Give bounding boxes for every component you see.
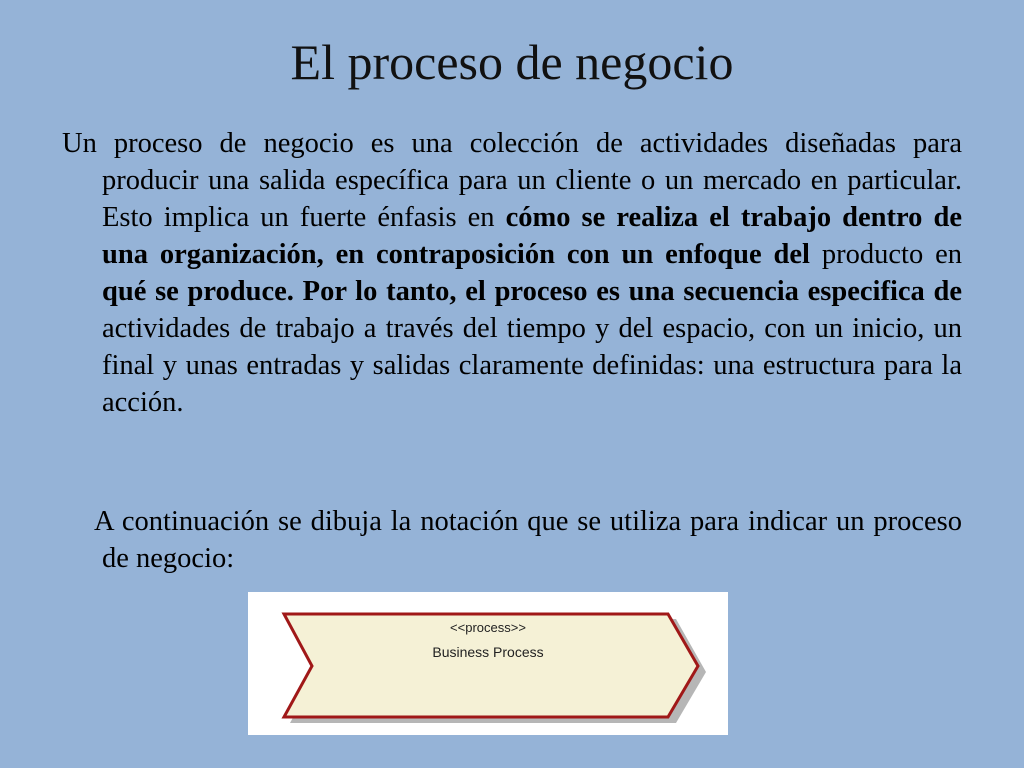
process-stereotype-label: <<process>> — [450, 620, 526, 635]
paragraph-notation-intro: A continuación se dibuja la notación que se utiliza para indicar un proceso de negocio: — [94, 506, 962, 574]
slide-title: El proceso de negocio — [290, 34, 734, 90]
paragraph-bold-segment: qué se produce. Por lo tanto, el proceso es una secuencia especifica de — [102, 276, 962, 307]
paragraph-text-segment: actividades de trabajo a través del tiempo y del espacio, con un inicio, un final y unas entradas y salidas claramente definidas: una estructura para la acción. — [102, 313, 962, 418]
paragraph-text-segment: producto en — [809, 239, 962, 270]
process-chevron-shape — [248, 592, 728, 735]
paragraph-text-segment: Un proceso de negocio es una colección de actividades diseñadas para producir una salida específica para un cliente o un mercado en particular. Esto implica un fuerte énfasis en — [62, 128, 962, 233]
process-name-label: Business Process — [432, 644, 544, 660]
business-process-figure — [248, 592, 728, 735]
paragraph-process-definition — [62, 125, 962, 421]
paragraph-bold-segment: cómo se realiza el trabajo dentro de una organización, en contraposición con un enfoque del — [102, 202, 962, 270]
